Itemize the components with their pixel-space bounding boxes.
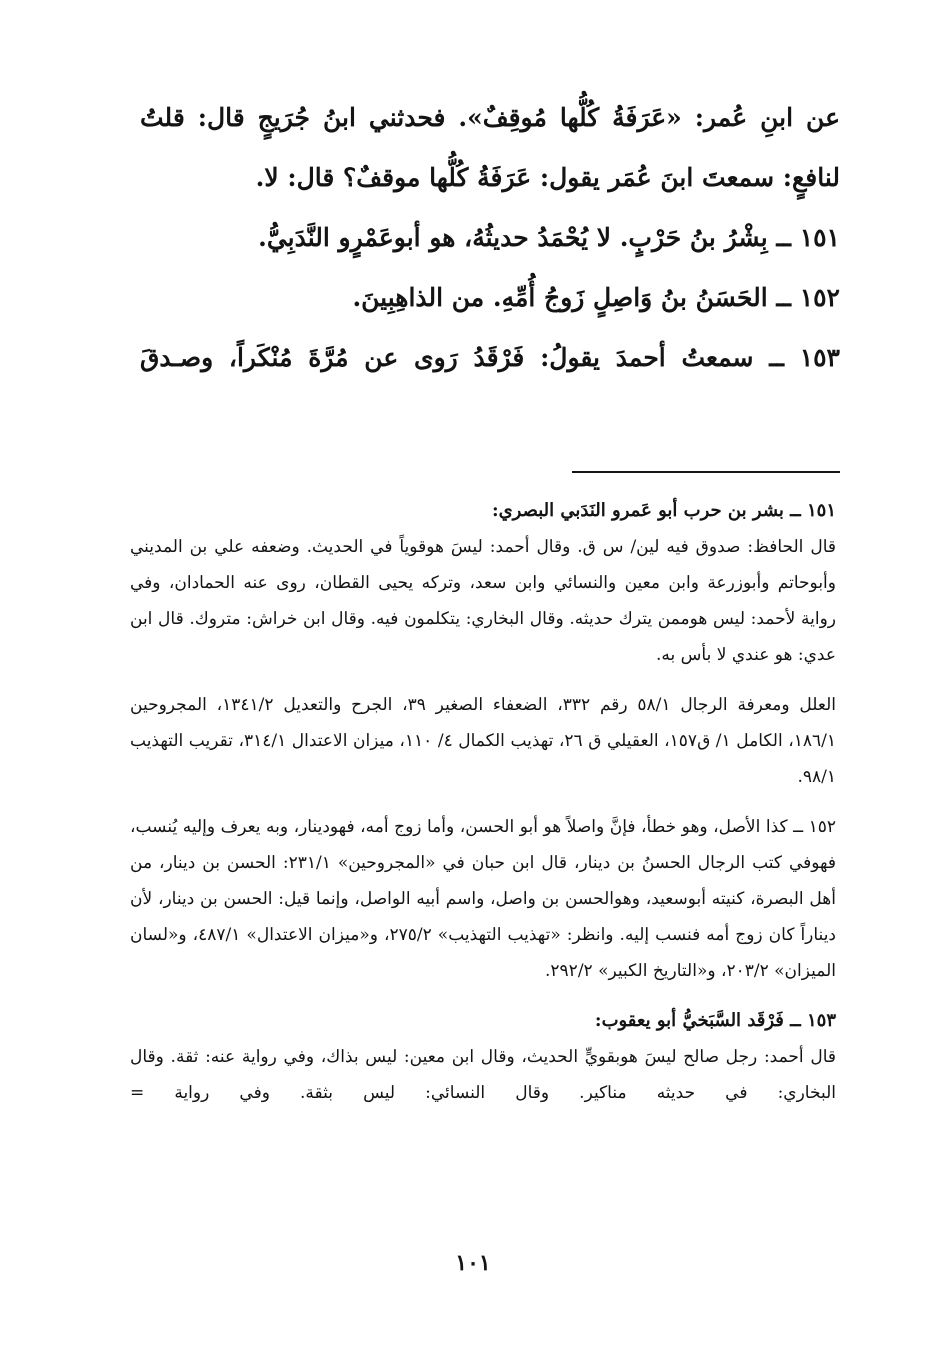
- footnote-151-body: قال الحافظ: صدوق فيه لين/ س ق. وقال أحمد: ليسَ هوقوياً في الحديث. وضعفه علي بن المديني وأبوحاتم وأبوزرعة وابن معين والنسائي وابن سعد، وتركه يحيى القطان، روى عنه الحمادان، وفي رواية لأحمد: ليس هوممن يترك حديثه. وقال البخاري: يتكلمون فيه. وقال ابن خراش: متروك. قال ابن عدي: هو عندي لا بأس به.: [130, 537, 836, 665]
- footnote-151-references: [130, 687, 836, 795]
- footnote-153: [130, 1003, 836, 1111]
- footnote-152: [130, 809, 836, 989]
- footnotes: [130, 493, 836, 1125]
- main-text: [140, 88, 840, 388]
- footnote-151-refs: العلل ومعرفة الرجال ٥٨/١ رقم ٣٣٢، الضعفاء الصغير ٣٩، الجرح والتعديل ١٣٤١/٢، المجروحين ١٨٦/١، الكامل ١/ ق١٥٧، العقيلي ق ٢٦، تهذيب الكمال ٤/ ١١٠، ميزان الاعتدال ٣١٤/١، تقريب التهذيب ٩٨/١.: [130, 695, 836, 787]
- footnote-153-body: قال أحمد: رجل صالح ليسَ هوبقويٍّ الحديث، وقال ابن معين: ليس بذاك، وفي رواية عنه: ثقة. وقال البخاري: في حديثه مناكير. وقال النسائي: ليس بثقة. وفي رواية =: [130, 1047, 836, 1103]
- footnote-151: [130, 493, 836, 673]
- footnote-151-heading: ١٥١ ــ بشر بن حرب أبو عَمرو النَدَبي البصري:: [491, 500, 836, 521]
- entry-151: ١٥١ ــ بِشْرُ بنُ حَرْبٍ. لا يُحْمَدُ حديثُهُ، هو أبوعَمْرٍو النَّدَبِيُّ.: [258, 223, 840, 252]
- page-number: ١٠١: [455, 1250, 491, 1276]
- entry-153: ١٥٣ ــ سمعتُ أحمدَ يقولُ: فَرْقَدُ رَوى عن مُرَّةَ مُنْكَراً، وصـدقَ: [140, 343, 840, 372]
- footnote-separator: [572, 471, 840, 473]
- main-continuation: عن ابنِ عُمر: «عَرَفَةُ كُلُّها مُوقِفٌ». فحدثني ابنُ جُرَيجٍ قال: قلتُ لنافعٍ: سمعتَ ابنَ عُمَر يقول: عَرَفَةُ كُلُّها موقفٌ؟ قال: لا.: [140, 103, 840, 192]
- footnote-153-heading: ١٥٣ ــ فَرْقَد السَّبَخيُّ أبو يعقوب:: [594, 1010, 836, 1031]
- entry-152: ١٥٢ ــ الحَسَنُ بنُ وَاصِلٍ زَوجُ أُمِّهِ. من الذاهِبِينَ.: [352, 283, 840, 312]
- footnote-152-body: ١٥٢ ــ كذا الأصل، وهو خطأ، فإنَّ واصلاً هو أبو الحسن، وأما زوج أمه، فهودينار، وبه يعرف وإليه يُنسب، فهوفي كتب الرجال الحسنُ بن دينار، قال ابن حبان في «المجروحين» ٢٣١/١: الحسن بن دينار، من أهل البصرة، كنيته أبوسعيد، وهوالحسن بن واصل، واسم أبيه الواصل، وإنما قيل: الحسن بن دينار، لأن ديناراً كان زوج أمه فنسب إليه. وانظر: «تهذيب التهذيب» ٢٧٥/٢، و«ميزان الاعتدال» ٤٨٧/١، و«لسان الميزان» ٢٠٣/٢، و«التاريخ الكبير» ٢٩٢/٢.: [130, 817, 837, 981]
